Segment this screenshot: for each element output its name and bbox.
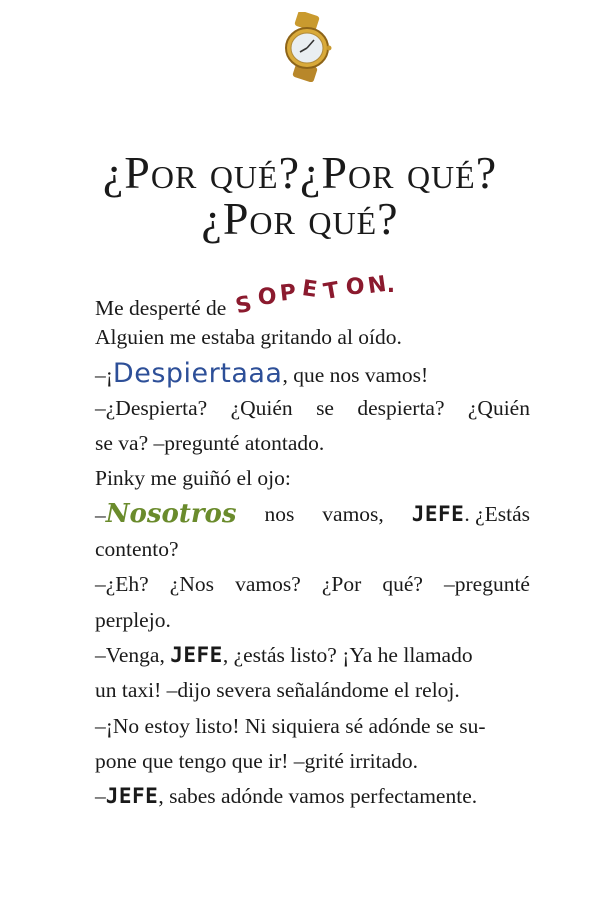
text-span: , ¿estás listo? ¡Ya he llamado — [222, 642, 473, 667]
page-title: ¿Por qué?¿Por qué? — [102, 147, 498, 198]
sopeton-letter: T — [321, 277, 341, 306]
text-span: –Venga, — [95, 642, 165, 667]
text-span: – — [95, 784, 106, 809]
sopeton-letter: P — [278, 280, 298, 307]
jefe-word: JEFE — [411, 501, 465, 526]
text-span: Me desperté de — [95, 296, 227, 320]
line-4 — [95, 391, 530, 426]
line-1 — [95, 271, 530, 320]
sopeton-letter: . — [386, 273, 396, 298]
word: despierta? — [357, 395, 445, 420]
word: vamos? — [235, 572, 301, 597]
word: ¿Quién — [230, 395, 293, 420]
text-span: . ¿Estás — [464, 501, 530, 526]
nosotros-group — [95, 497, 237, 532]
text-span: –¡ — [95, 362, 113, 387]
page-title-line-2: ¿Por qué? — [201, 193, 399, 244]
nosotros-word: Nosotros — [105, 498, 237, 529]
sopeton-letter: E — [300, 276, 319, 303]
line-15 — [95, 779, 530, 814]
text-span: , que nos vamos! — [282, 362, 429, 387]
sopeton-word — [232, 271, 412, 320]
line-11 — [95, 638, 530, 673]
story-text — [95, 271, 530, 814]
line-2: Alguien me estaba gritando al oído. — [95, 325, 402, 350]
sopeton-letter: O — [257, 285, 277, 310]
line-5: se va? –pregunté atontado. — [95, 431, 325, 456]
text-span: , sabes adónde vamos perfectamente. — [158, 784, 478, 809]
word: ¿Quién — [467, 395, 530, 420]
line-8: contento? — [95, 537, 179, 562]
word: vamos, — [322, 501, 384, 526]
line-12: un taxi! –dijo severa señalándome el reloj. — [95, 678, 460, 703]
jefe-group — [412, 497, 530, 532]
despiertaaa-word: Despiertaaa — [112, 357, 283, 389]
word: nos — [264, 501, 295, 526]
word: –¿Despierta? — [95, 395, 208, 420]
line-7 — [95, 497, 530, 532]
line-6: Pinky me guiñó el ojo: — [95, 466, 291, 491]
word: –¿Eh? — [95, 572, 149, 597]
jefe-word: JEFE — [105, 784, 159, 809]
word: qué? — [382, 572, 423, 597]
word: ¿Nos — [169, 572, 214, 597]
sopeton-letter: N — [365, 271, 388, 300]
line-3 — [95, 356, 530, 391]
text-span: – — [95, 502, 106, 527]
sopeton-letter: O — [345, 275, 365, 300]
word: ¿Por — [321, 572, 362, 597]
wristwatch-icon — [274, 12, 340, 82]
sopeton-letter: S — [233, 291, 254, 320]
line-10: perplejo. — [95, 607, 171, 632]
line-13: –¡No estoy listo! Ni siquiera sé adónde se su- — [95, 713, 486, 738]
word: –pregunté — [444, 572, 530, 597]
line-9 — [95, 567, 530, 602]
line-14: pone que tengo que ir! –grité irritado. — [95, 748, 418, 773]
word: se — [316, 395, 334, 420]
jefe-word: JEFE — [170, 642, 223, 667]
